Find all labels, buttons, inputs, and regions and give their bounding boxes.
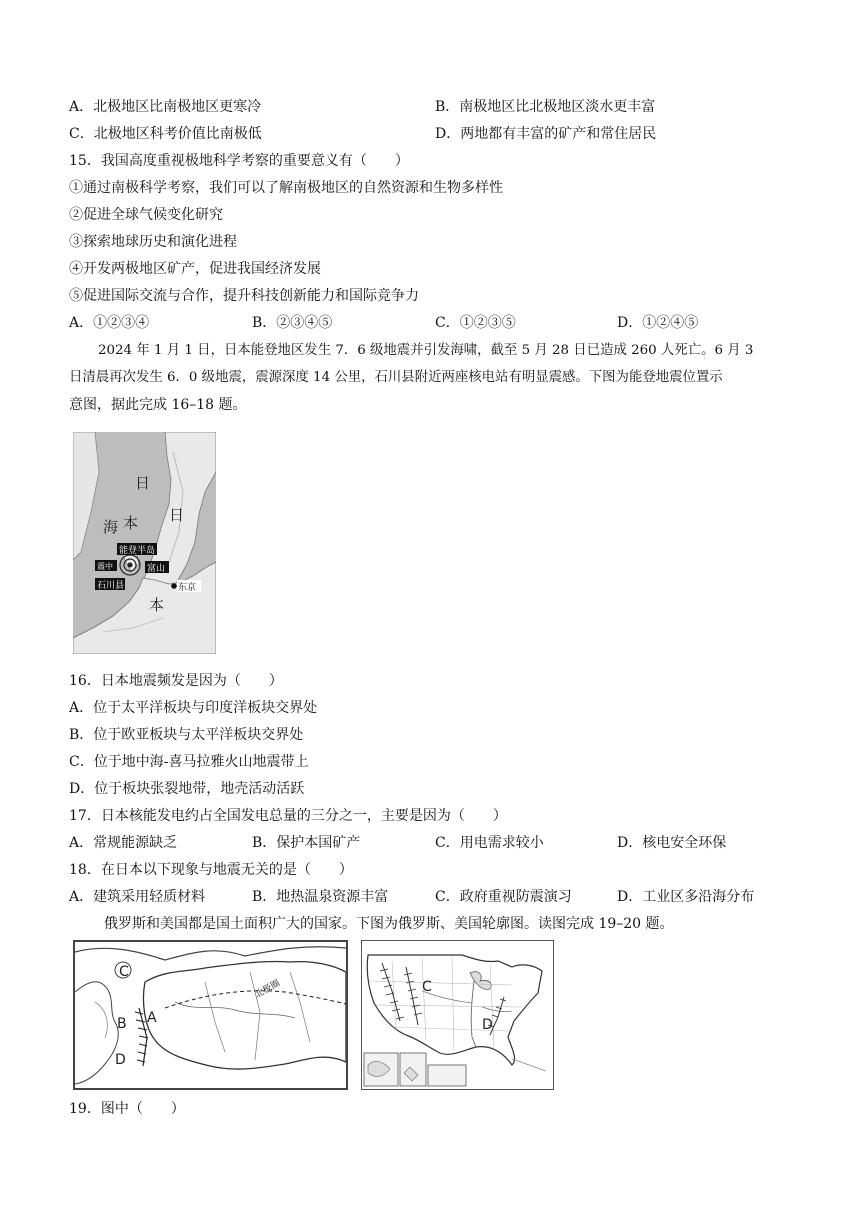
q18-option-b: B．地热温泉资源丰富 (252, 889, 389, 905)
q14-option-d: D．两地都有丰富的矿产和常住居民 (435, 126, 657, 142)
map-label-sea-ben: 本 (123, 514, 139, 532)
q14-option-b: B．南极地区比北极地区淡水更丰富 (435, 99, 656, 115)
q18-option-c: C．政府重视防震演习 (435, 889, 572, 905)
passage-16-18-line-3: 意图，据此完成 16–18 题。 (69, 397, 247, 413)
usa-outline-map (361, 940, 554, 1090)
q16-option-a: A．位于太平洋板块与印度洋板块交界处 (69, 700, 318, 716)
q16-stem: 16．日本地震频发是因为（ ） (69, 673, 283, 689)
map-label-sea-ri: 日 (135, 474, 151, 492)
map-label-ishikawa: 石川县 (97, 581, 125, 591)
q16-option-d: D．位于板块张裂地带，地壳活动活跃 (69, 781, 305, 797)
q17-option-c: C．用电需求较小 (435, 835, 544, 851)
q15-option-c: C．①②③⑤ (435, 315, 516, 331)
q19-stem: 19．图中（ ） (69, 1101, 185, 1117)
q15-item-5: ⑤促进国际交流与合作，提升科技创新能力和国际竞争力 (69, 288, 419, 304)
q14-option-a: A．北极地区比南极地区更寒冷 (69, 99, 262, 115)
usa-label-c: C (422, 979, 432, 995)
q16-option-b: B．位于欧亚板块与太平洋板块交界处 (69, 727, 304, 743)
map-label-toyama: 富山 (147, 564, 166, 574)
q14-option-c: C．北极地区科考价值比南极低 (69, 126, 262, 142)
q15-option-b: B．②③④⑤ (252, 315, 333, 331)
q15-option-d: D．①②④⑤ (617, 315, 699, 331)
map-label-sea-hai: 海 (103, 518, 119, 536)
russia-label-c: C (119, 964, 129, 980)
q16-option-c: C．位于地中海-喜马拉雅火山地震带上 (69, 754, 309, 770)
q15-item-4: ④开发两极地区矿产，促进我国经济发展 (69, 261, 321, 277)
q17-option-b: B．保护本国矿产 (252, 835, 361, 851)
q17-option-d: D．核电安全环保 (617, 835, 727, 851)
passage-19-20: 俄罗斯和美国都是国土面积广大的国家。下图为俄罗斯、美国轮廓图。读图完成 19–20 题。 (104, 916, 674, 932)
passage-16-18-line-1: 2024 年 1 月 1 日，日本能登地区发生 7．6 级地震并引发海啸，截至 5 月 28 日已造成 260 人死亡。6 月 3 (98, 343, 754, 358)
q15-stem: 15．我国高度重视极地科学考察的重要意义有（ ） (69, 153, 409, 169)
russia-label-a: A (147, 1010, 157, 1026)
tokyo-dot (171, 583, 177, 589)
japan-earthquake-map (73, 432, 216, 654)
q18-stem: 18．在日本以下现象与地震无关的是（ ） (69, 862, 353, 878)
arctic-circle-label: 北极圈 (253, 978, 282, 1001)
q15-item-1: ①通过南极科学考察，我们可以了解南极地区的自然资源和生物多样性 (69, 180, 503, 196)
map-label-tokyo: 东京 (178, 583, 197, 593)
q18-option-a: A．建筑采用轻质材料 (69, 889, 206, 905)
q17-stem: 17．日本核能发电约占全国发电总量的三分之一，主要是因为（ ） (69, 808, 507, 824)
russia-label-b: B (117, 1016, 127, 1032)
q15-option-a: A．①②③④ (69, 315, 150, 331)
q17-option-a: A．常规能源缺乏 (69, 835, 178, 851)
q15-item-2: ②促进全球气候变化研究 (69, 207, 223, 223)
russia-label-d: D (115, 1052, 126, 1068)
q18-option-d: D．工业区多沿海分布 (617, 889, 755, 905)
map-label-noto: 能登半岛 (119, 546, 156, 556)
map-label-epicenter: 震中 (97, 562, 113, 571)
map-label-land-ben: 本 (149, 596, 165, 614)
usa-label-d: D (482, 1017, 493, 1033)
q15-item-3: ③探索地球历史和演化进程 (69, 234, 237, 250)
russia-outline-map (73, 940, 348, 1090)
map-label-land-ri: 日 (169, 506, 185, 524)
passage-16-18-line-2: 日清晨再次发生 6．0 级地震，震源深度 14 公里，石川县附近两座核电站有明显震感。下图为能登地震位置示 (69, 370, 723, 385)
